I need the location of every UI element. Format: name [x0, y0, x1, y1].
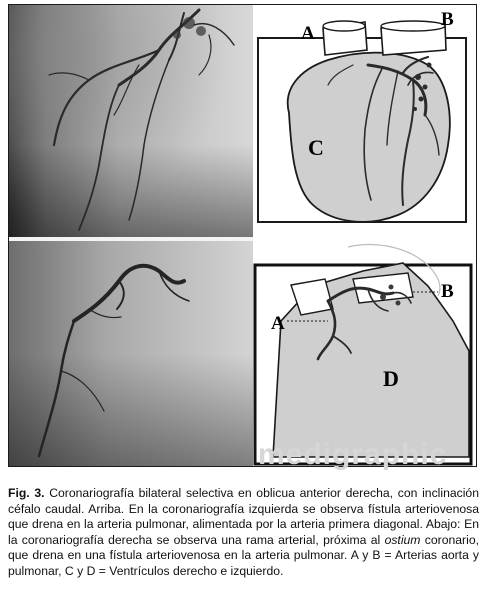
caption-text-2: coronario, que drena en una fístula arteriovenosa en la arteria pulmonar. A y B = Arterias aorta y pulmonar, C y D = Ventrículos derecho e izquierdo. — [8, 532, 479, 578]
great-vessels — [323, 21, 446, 55]
label-a-bottom: A — [271, 313, 285, 334]
angiogram-top-image — [9, 5, 253, 237]
label-d: D — [383, 366, 399, 391]
watermark-logo: medigraphic — [258, 438, 448, 471]
schematic-bottom-diagram — [253, 241, 476, 466]
figure-label: Fig. 3. — [8, 486, 45, 500]
label-a-top: A — [301, 23, 315, 44]
label-b-bottom: B — [441, 281, 454, 302]
figure-panel — [8, 4, 477, 467]
figure-caption — [8, 486, 479, 579]
caption-ostium-term: ostium — [384, 532, 421, 547]
angiogram-bottom-image — [9, 241, 253, 466]
label-c: C — [308, 135, 324, 160]
schematic-top-diagram — [253, 5, 476, 237]
label-b-top: B — [441, 9, 454, 30]
caption-text-1: Coronariografía bilateral selectiva en oblicua anterior derecha, con inclinación céfalo caudal. Arriba. En la coronariografía izquierda se observa fístula arteriovenosa que drena en la arteria pulmonar, alimentada por la arteria primera diagonal. Abajo: En la coronariografía derecha se observa una rama arterial, próxima al — [8, 486, 479, 547]
